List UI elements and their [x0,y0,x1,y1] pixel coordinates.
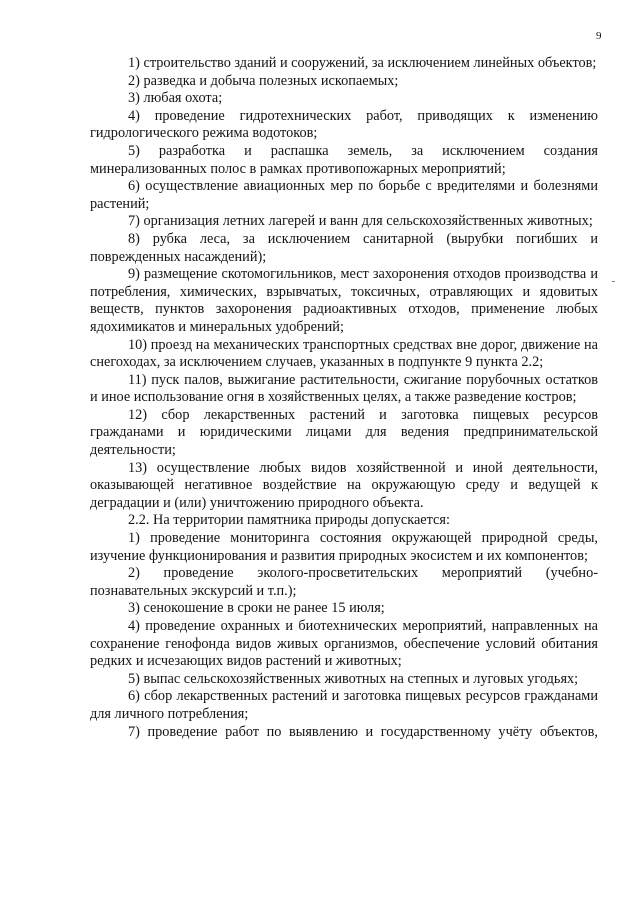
paragraph-restriction-11: 11) пуск палов, выжигание растительности, сжигание порубочных остатков и иное использование огня в хозяйственных целях, а также разведение костров; [90,371,598,406]
paragraph-restriction-2: 2) разведка и добыча полезных ископаемых; [128,72,399,89]
paragraph-restriction-4: 4) проведение гидротехнических работ, приводящих к изменению гидрологического режима водотоков; [90,107,598,142]
paragraph-permitted-1: 1) проведение мониторинга состояния окружающей природной среды, изучение функционирования и развития природных экосистем и их компонентов; [90,530,598,564]
paragraph-restriction-7: 7) организация летних лагерей и ванн для сельскохозяйственных животных; [128,213,593,230]
margin-mark [612,281,615,282]
paragraph-permitted-7: 7) проведение работ по выявлению и государственному учёту объектов, [128,723,598,740]
paragraph-restriction-8: 8) рубка леса, за исключением санитарной (вырубки погибших и поврежденных насаждений); [90,230,598,265]
paragraph-restriction-6: 6) осуществление авиационных мер по борьбе с вредителями и болезнями растений; [90,178,598,212]
paragraph-restriction-13: 13) осуществление любых видов хозяйственной и иной деятельности, оказывающей негативное воздействие на окружающую среду и ведущей к деградации и (или) уничтожению природного объекта. [90,459,598,511]
document-body [90,55,598,741]
paragraph-permitted-4: 4) проведение охранных и биотехнических мероприятий, направленных на сохранение генофонда видов живых организмов, обеспечение условий обитания редких и исчезающих видов растений и животных; [90,618,598,670]
paragraph-restriction-12: 12) сбор лекарственных растений и заготовка пищевых ресурсов гражданами и юридическими лицами для ведения предпринимательской деятельности; [90,406,598,459]
paragraph-permitted-6: 6) сбор лекарственных растений и заготовка пищевых ресурсов гражданами для личного потребления; [90,688,598,722]
section-heading-2-2: 2.2. На территории памятника природы допускается: [128,512,450,529]
paragraph-restriction-5: 5) разработка и распашка земель, за исключением создания минерализованных полос в рамках противопожарных мероприятий; [90,142,598,177]
paragraph-restriction-9: 9) размещение скотомогильников, мест захоронения отходов производства и потребления, химических, взрывчатых, токсичных, отравляющих и ядовитых веществ, пунктов захоронения радиоактивных отходов, применение любых ядохимикатов и минеральных удобрений; [90,266,598,335]
paragraph-permitted-5: 5) выпас сельскохозяйственных животных на степных и луговых угодьях; [128,670,579,687]
paragraph-restriction-10: 10) проезд на механических транспортных средствах вне дорог, движение на снегоходах, за исключением случаев, указанных в подпункте 9 пункта 2.2; [90,336,598,371]
paragraph-restriction-1: 1) строительство зданий и сооружений, за исключением линейных объектов; [128,55,597,71]
paragraph-permitted-3: 3) сенокошение в сроки не ранее 15 июля; [128,600,385,617]
paragraph-restriction-3: 3) любая охота; [128,90,223,107]
page-number: 9 [596,30,602,42]
paragraph-permitted-2: 2) проведение эколого-просветительских мероприятий (учебно-познавательных экскурсий и т.п.); [90,565,598,599]
